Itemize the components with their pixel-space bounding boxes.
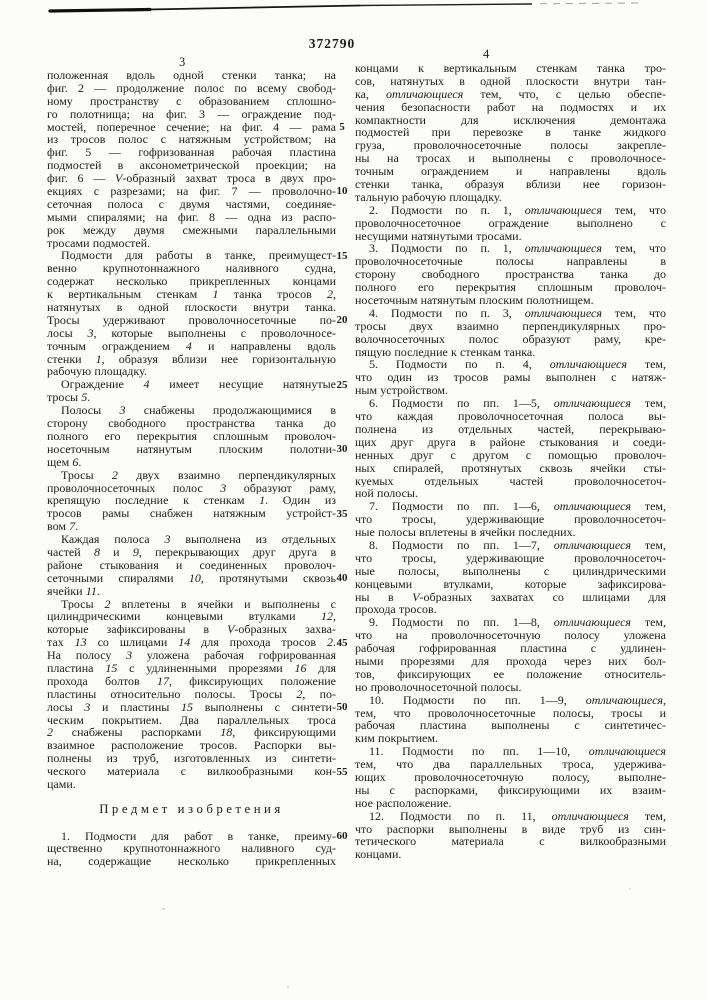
- text-line: что распорки выполнены в виде труб из син-: [355, 822, 666, 836]
- text-line: к вертикальным стенкам 1 танка тросов 2,: [47, 288, 336, 302]
- text-line: натянутых в одной плоскости внутри танка.: [47, 301, 336, 314]
- text-line: ному пространству с образованием сплошно-: [47, 94, 336, 108]
- text-line: тросов рамы снабжен натяжным устройст-: [47, 507, 336, 521]
- text-line: частей 8 и 9, перекрывающих друг друга в: [47, 545, 336, 559]
- text-line: цилиндрическими концевыми втулками 12,: [47, 610, 336, 624]
- text-line: фиг. 5 — гофризованная рабочая пластина: [47, 146, 336, 160]
- line-number: 35: [336, 507, 348, 520]
- scan-line-artifact: [0, 0, 707, 22]
- text-line: Каждая полоса 3 выполнена из отдельных: [61, 533, 336, 546]
- text-line: мыми спиралями; на фиг. 8 — одна из распо-: [47, 210, 336, 224]
- text-line: проволочносеточные полосы направлены в: [355, 255, 666, 269]
- text-line: цами.: [47, 777, 76, 791]
- text-line: 2 снабжены распорками 18, фиксирующими: [47, 726, 336, 740]
- text-line: тем, что два параллельных троса, удержива-: [355, 758, 666, 771]
- text-line: что один из тросов рамы выполнен с натяж-: [355, 371, 666, 385]
- text-line: щественно крупнотоннажного наливного суд-: [47, 842, 336, 856]
- text-line: ким покрытием.: [355, 732, 438, 746]
- text-line: концевыми втулками, которые зафиксирова-: [355, 577, 666, 591]
- text-line: вом 7.: [47, 520, 79, 534]
- text-line: точным ограждением и направлены вдоль: [355, 165, 666, 179]
- text-line: пластина 15 с удлиненными прорезями 16 для: [47, 661, 336, 675]
- text-line: полного его перекрытия сплошным проволоч-: [47, 429, 336, 443]
- text-line: из тросов полос с натяжным устройством; на: [47, 133, 336, 147]
- text-line: лосы 3, которые выполнены с проволочносе-: [47, 326, 336, 340]
- section-heading: Предмет изобретения: [99, 802, 284, 816]
- text-line: пящую последние к стенкам танка.: [355, 345, 536, 359]
- text-line: Тросы удерживают проволочносеточные по-: [47, 313, 336, 327]
- text-line: лосы 3 и пластины 15 выполнены с синтети-: [47, 700, 336, 714]
- line-number: 50: [336, 701, 348, 714]
- patent-number: 372790: [308, 36, 356, 51]
- text-line: 2. Подмости по п. 1, отличающиеся тем, что: [369, 203, 666, 217]
- text-line: ных спиралей, протянутых сквозь ячейки сты-: [355, 461, 666, 475]
- text-line: ны с распорками, фиксирующими их взаим-: [355, 783, 666, 797]
- text-line: что тросы, удерживающие проволочносеточ-: [355, 551, 666, 565]
- line-number: 5: [339, 120, 345, 133]
- text-line: ющих проволочносеточную полосу, выполне-: [355, 770, 666, 784]
- text-line: ным устройством.: [355, 384, 448, 398]
- left-text-column: [47, 69, 336, 868]
- text-line: рабочая гофрированная пластина с удлинен-: [355, 642, 666, 655]
- scan-speck: [629, 888, 631, 890]
- text-line: подмостей в аксонометрической проекции; на: [47, 159, 336, 173]
- line-number: 60: [336, 830, 348, 843]
- text-line: 3. Подмости по п. 1, отличающиеся тем, что: [369, 242, 666, 256]
- line-number: 25: [336, 378, 348, 391]
- text-line: тросами подмостей.: [47, 236, 151, 250]
- text-line: 5. Подмости по п. 4, отличающиеся тем,: [369, 358, 666, 372]
- line-number-gutter: [330, 69, 354, 879]
- text-line: 7. Подмости по пп. 1—6, отличающиеся тем,: [369, 500, 666, 514]
- line-number: 15: [336, 249, 348, 262]
- text-line: носеточным натянутым плоским полотнищем.: [355, 294, 594, 307]
- line-number: 45: [336, 636, 348, 649]
- text-line: ными прорезями для прохода через них бол-: [355, 654, 666, 668]
- right-text-column: [355, 62, 666, 861]
- text-line: положенная вдоль одной стенки танка; на: [47, 69, 336, 82]
- text-line: стенки танка, образуя вблизи нее горизон-: [355, 178, 666, 191]
- text-line: прохода болтов 17, фиксирующих положение: [47, 674, 336, 688]
- text-line: содержат несколько прикрепленных концами: [47, 275, 336, 289]
- text-line: тов, фиксирующих ее положение относитель-: [355, 667, 666, 681]
- text-line: куемых отдельных частей проволочносеточ-: [355, 474, 666, 488]
- text-line: ческого материала с вилкообразными кон-: [47, 765, 336, 778]
- text-line: екциях с разрезами; на фиг. 7 — проволочно-: [47, 185, 336, 198]
- text-line: взаимное расположение тросов. Распорки вы-: [47, 739, 336, 753]
- text-line: районе стыкования и соединенных проволоч-: [47, 558, 336, 572]
- text-line: волочносеточных полос образуют раму, кре-: [355, 332, 666, 346]
- line-number: 30: [336, 443, 348, 456]
- text-line: рок между двумя смежными параллельными: [47, 223, 336, 237]
- text-line: ны в V-образных захватах со шлицами для: [355, 590, 666, 604]
- line-number: 20: [336, 314, 348, 327]
- text-line: несущими натянутыми тросами.: [355, 229, 522, 243]
- text-line: 8. Подмости по пп. 1—7, отличающиеся тем,: [369, 538, 666, 552]
- text-line: тах 13 со шлицами 14 для прохода тросов 2.: [47, 636, 336, 650]
- text-line: на, содержащие несколько прикрепленных: [47, 855, 336, 869]
- text-line: фиг. 2 — продолжение полос по всему свобод-: [47, 81, 336, 95]
- text-line: тем, что проволочносеточные полосы, тросы и: [355, 706, 666, 720]
- text-line: ные полосы вплетены в ячейки последних.: [355, 526, 576, 539]
- text-line: полного его перекрытия сплошным проволоч-: [355, 281, 666, 295]
- text-line: ное расположение.: [355, 796, 452, 810]
- text-line: ной полосы.: [355, 487, 418, 501]
- text-line: чения безопасности работ на подмостях и их: [355, 100, 666, 114]
- text-line: сеточными спиралями 10, протянутыми сквозь: [47, 571, 336, 585]
- text-line: концами к вертикальным стенкам танка тро-: [355, 62, 666, 75]
- text-line: На полосу 3 уложена рабочая гофрированная: [47, 649, 336, 662]
- text-line: прохода тросов.: [355, 603, 437, 617]
- text-line: компактности для исключения демонтажа: [355, 113, 666, 127]
- text-line: 4. Подмости по п. 3, отличающиеся тем, что: [369, 306, 666, 320]
- text-line: что каждая проволочносеточная полоса вы-: [355, 410, 666, 423]
- text-line: полнена из отдельных частей, перекрываю-: [355, 422, 666, 436]
- page-number-right: 4: [483, 47, 490, 61]
- text-line: носеточным натянутым плоским полотни-: [47, 442, 336, 456]
- text-line: рабочую площадку.: [47, 365, 147, 379]
- text-line: которые зафиксированы в V-образных захва-: [47, 623, 336, 637]
- text-line: Тросы 2 вплетены в ячейки и выполнены с: [61, 597, 336, 611]
- text-line: 6. Подмости по пп. 1—5, отличающиеся тем,: [369, 397, 666, 411]
- text-line: полнены из труб, изготовленных из синтети-: [47, 752, 336, 766]
- text-line: 1. Подмости для работ в танке, преиму-: [61, 829, 336, 843]
- text-line: Тросы 2 двух взаимно перпендикулярных: [61, 468, 336, 482]
- text-line: фиг. 6 — V-образный захват троса в двух про-: [47, 172, 336, 186]
- text-line: ненных друг с другом с помощью проволоч-: [355, 448, 666, 462]
- text-line: точным ограждением 4 и направлены вдоль: [47, 339, 336, 353]
- text-line: щем 6.: [47, 455, 82, 469]
- text-line: тетического материала с вилкообразными: [355, 835, 666, 849]
- text-line: мостей, поперечное сечение; на фиг. 4 — рама: [47, 120, 336, 134]
- text-line: венно крупнотоннажного наливного судна,: [47, 262, 336, 276]
- text-line: что на проволочносеточную полосу уложена: [355, 629, 666, 643]
- text-line: го полотнища; на фиг. 3 — ограждение под-: [47, 107, 336, 121]
- scan-speck: [287, 986, 289, 988]
- text-line: сторону свободного пространства танка до: [47, 417, 336, 430]
- text-line: концами.: [355, 848, 402, 862]
- text-line: сов, натянутых в одной плоскости внутри тан-: [355, 74, 666, 88]
- scan-speck: [162, 908, 165, 910]
- text-line: ные полосы, выполнены с цилиндрическими: [355, 564, 666, 578]
- text-line: пластины относительно полосы. Тросы 2, по-: [47, 687, 336, 701]
- text-line: 9. Подмости по пп. 1—8, отличающиеся тем,: [369, 616, 666, 630]
- page-number-left: 3: [179, 55, 186, 69]
- text-line: тросы 5.: [47, 391, 91, 405]
- text-line: ны на тросах и выполнены с проволочносе-: [355, 152, 666, 166]
- line-number: 55: [336, 765, 348, 778]
- text-line: стенки 1, образуя вблизи нее горизонтальную: [47, 352, 336, 366]
- text-line: проволочносеточное ограждение выполнено с: [355, 216, 666, 230]
- text-line: груза, проволочносеточные полосы закрепле-: [355, 139, 666, 153]
- text-line: тросы двух взаимно перпендикулярных про-: [355, 319, 666, 333]
- text-line: ячейки 11.: [47, 584, 100, 598]
- text-line: подмостей при перевозке в танке жидкого: [355, 126, 666, 140]
- text-line: что тросы, удерживающие проволочносеточ-: [355, 513, 666, 527]
- line-number: 40: [336, 572, 348, 585]
- text-line: 11. Подмости по пп. 1—10, отличающиеся: [369, 745, 666, 759]
- text-line: тальную рабочую площадку.: [355, 190, 502, 204]
- text-line: Полосы 3 снабжены продолжающимися в: [61, 404, 336, 418]
- text-line: крепящую последние к стенкам 1. Один из: [47, 494, 336, 508]
- text-line: щих друг друга в районе стыкования и соеди-: [355, 435, 666, 449]
- text-line: сторону свободного пространства танка до: [355, 268, 666, 282]
- text-line: сеточная полоса с двумя частями, соединяе-: [47, 197, 336, 211]
- text-line: проволочносеточных полос 3 образуют раму,: [47, 481, 336, 495]
- text-line: Ограждение 4 имеет несущие натянутые: [61, 378, 336, 392]
- text-line: рабочая пластина выполнены с синтетичес-: [355, 719, 666, 733]
- text-line: 12. Подмости по п. 11, отличающиеся тем,: [369, 809, 666, 823]
- line-number: 10: [336, 185, 348, 198]
- text-line: Подмости для работы в танке, преимущест-: [61, 249, 336, 263]
- text-line: но проволочносеточной полосы.: [355, 680, 522, 694]
- text-line: ка, отличающиеся тем, что, с целью обеспе-: [355, 87, 666, 101]
- text-line: 10. Подмости по пп. 1—9, отличающиеся,: [369, 693, 666, 707]
- text-line: ческим покрытием. Два параллельных троса: [47, 713, 336, 727]
